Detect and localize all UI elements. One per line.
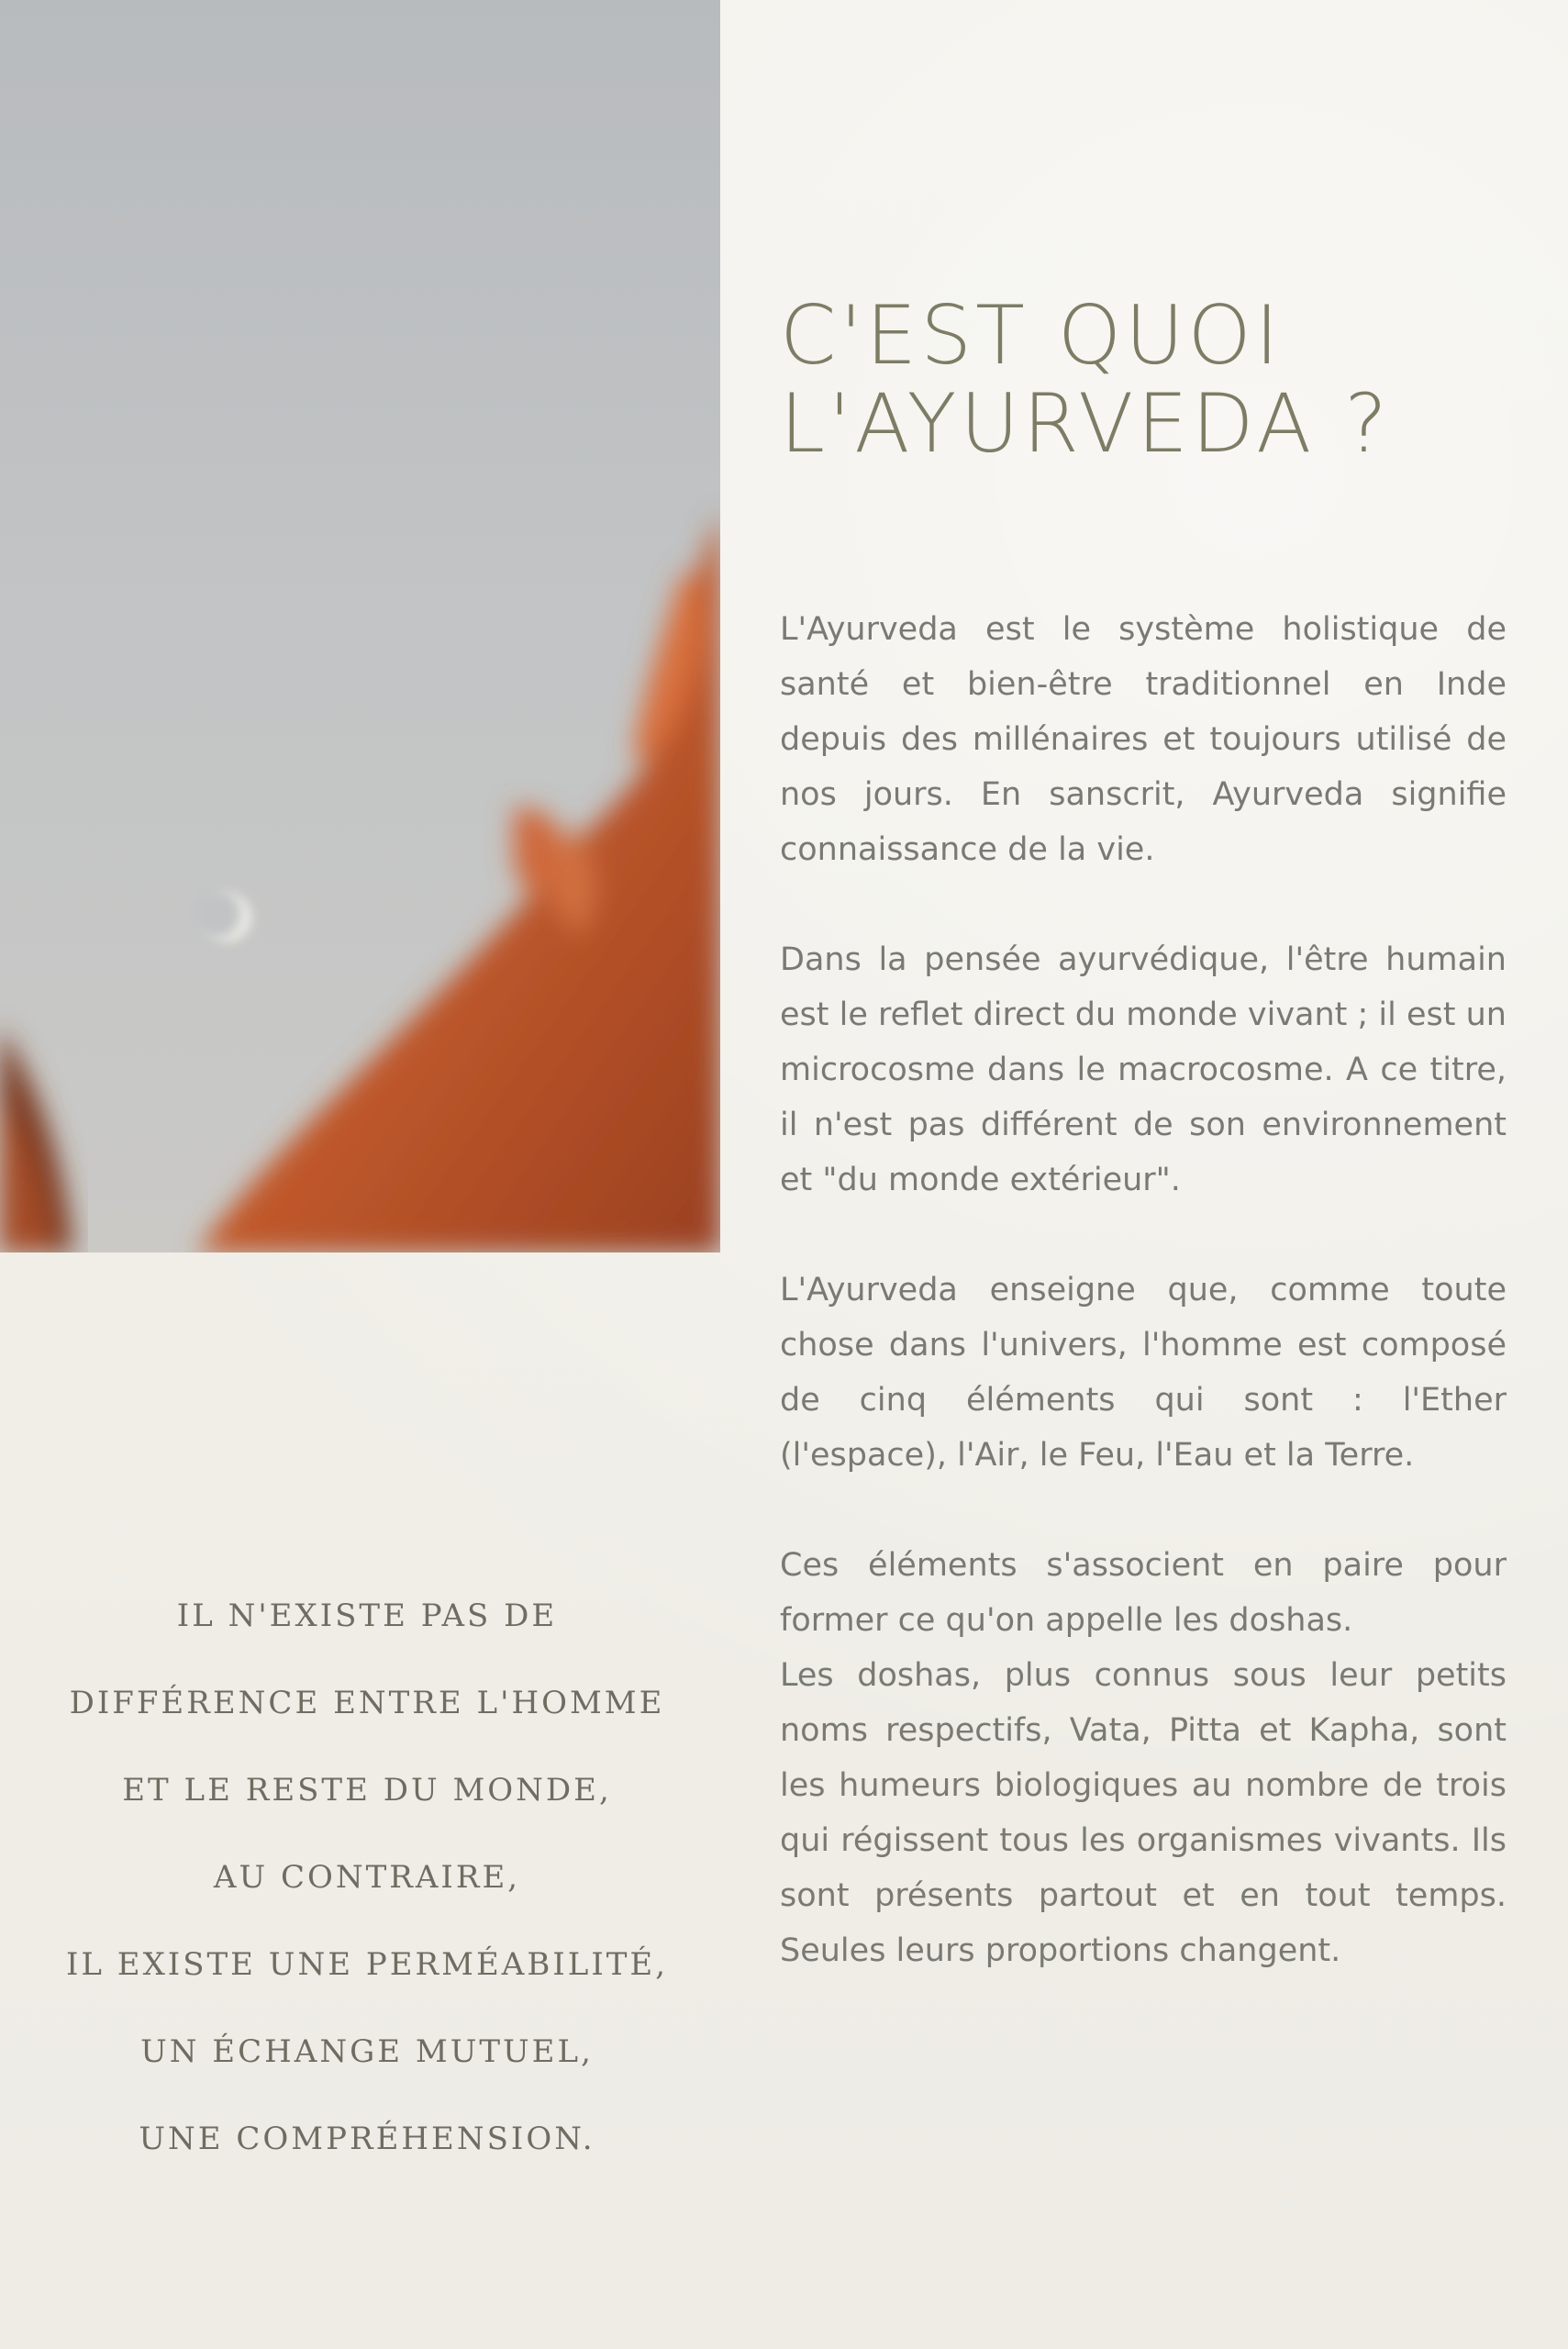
quote-line: IL EXISTE UNE PERMÉABILITÉ, [65,1946,669,1983]
quote-line: UNE COMPRÉHENSION. [139,2121,595,2157]
quote-line: ET LE RESTE DU MONDE, [122,1772,612,1809]
paragraph-microcosm: Dans la pensée ayurvédique, l'être humain est le reflet direct du monde vivant ; il est un microcosme dans le macrocosme. A ce titre, il n'est pas différent de son environnement et "du monde extérieur". [780,941,1507,1198]
quote-line: AU CONTRAIRE, [213,1859,521,1896]
quote-line: UN ÉCHANGE MUTUEL, [140,2033,594,2070]
paragraph-definition: L'Ayurveda est le système holistique de santé et bien-être traditionnel en Inde depuis des millénaires et toujours utilisé de nos jours. En sanscrit, Ayurveda signifie connaissance de la vie. [780,611,1507,868]
title-line-1: C'EST QUOI [780,288,1283,383]
title-line-2: L'AYURVEDA ? [780,376,1391,471]
paragraph-elements: L'Ayurveda enseigne que, comme toute chose dans l'univers, l'homme est composé de cinq éléments qui sont : l'Ether (l'espace), l'Air, le Feu, l'Eau et la Terre. [780,1272,1507,1474]
hands-moon-photo [0,0,720,1252]
pull-quote [37,1573,697,2183]
page-title [780,288,1532,471]
quote-line: DIFFÉRENCE ENTRE L'HOMME [69,1685,665,1721]
hands-moon-illustration [0,0,720,1252]
quote-line: IL N'EXISTE PAS DE [176,1598,558,1634]
body-text [780,602,1507,2033]
paragraph-doshas: Les doshas, plus connus sous leur petits noms respectifs, Vata, Pitta et Kapha, sont les humeurs biologiques au nombre de trois qui régissent tous les organismes vivants. Ils sont présents partout et en tout temps. Seules leurs proportions changent. [780,1657,1507,1969]
paragraph-doshas-intro: Ces éléments s'associent en paire pour former ce qu'on appelle les doshas. [780,1547,1507,1639]
